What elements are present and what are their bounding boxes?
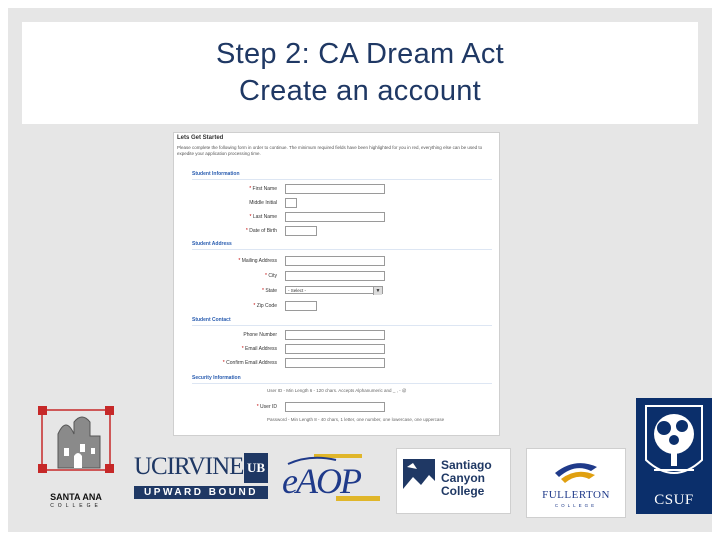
santiago-canyon-college-logo: Santiago Canyon College (396, 448, 511, 514)
form-header: Lets Get Started (177, 135, 224, 141)
section-divider (192, 179, 492, 180)
slide-title (22, 36, 698, 110)
row-mailing-address: * Mailing Address (192, 255, 492, 267)
scc-landscape-icon (403, 459, 435, 503)
mailing-address-input[interactable] (285, 256, 385, 266)
eaop-logo: eAOP (280, 452, 388, 508)
title-box (22, 22, 698, 124)
santa-ana-college-logo: SANTA ANA COLLEGE (36, 404, 116, 514)
row-confirm-email: * Confirm Email Address (192, 357, 492, 369)
fullerton-college-logo: FULLERTON COLLEGE (526, 448, 626, 518)
form-screenshot (173, 132, 500, 436)
user-id-hint: User ID - Min Length 6 - 120 chars. Accepts Alphanumeric and _ , - @ (267, 388, 407, 393)
uci-upward-bound-logo: UCIRVINE UB UPWARD BOUND (134, 453, 270, 501)
section-student-info: Student Information (192, 171, 240, 177)
password-hint: Password - Min Length 8 - 40 chars, 1 letter, one number, one lowercase, one uppercase (267, 417, 445, 422)
dob-input[interactable] (285, 226, 317, 236)
section-divider (192, 249, 492, 250)
section-security: Security Information (192, 375, 241, 381)
csuf-logo: CSUF (636, 398, 712, 514)
chevron-down-icon: ▼ (373, 287, 382, 295)
row-phone: Phone Number (192, 329, 492, 341)
title-line-1: Step 2: CA Dream Act (215, 38, 505, 70)
zip-input[interactable] (285, 301, 317, 311)
state-select[interactable]: - Select - ▼ (285, 286, 383, 294)
row-email: * Email Address (192, 343, 492, 355)
row-middle-initial: Middle Initial (192, 197, 492, 209)
row-state: * State - Select - ▼ (192, 285, 492, 297)
title-line-2: Create an account (238, 75, 482, 107)
city-input[interactable] (285, 271, 385, 281)
section-student-contact: Student Contact (192, 317, 231, 323)
user-id-input[interactable] (285, 402, 385, 412)
csuf-tree-icon (636, 400, 712, 488)
row-user-id: * User ID (192, 401, 492, 413)
row-city: * City (192, 270, 492, 282)
email-input[interactable] (285, 344, 385, 354)
phone-input[interactable] (285, 330, 385, 340)
first-name-input[interactable] (285, 184, 385, 194)
form-intro: Please complete the following form in order to continue. The minimum required fields have been highlighted for you in red, everything else can be used to expedite your application processing time. (177, 145, 483, 156)
row-last-name: * Last Name (192, 211, 492, 223)
fullerton-hornet-icon (551, 457, 601, 485)
confirm-email-input[interactable] (285, 358, 385, 368)
row-zip: * Zip Code (192, 300, 492, 312)
row-first-name: * First Name (192, 183, 492, 195)
section-divider (192, 383, 492, 384)
section-divider (192, 325, 492, 326)
middle-initial-input[interactable] (285, 198, 297, 208)
row-dob: * Date of Birth (192, 225, 492, 237)
section-student-address: Student Address (192, 241, 232, 247)
last-name-input[interactable] (285, 212, 385, 222)
